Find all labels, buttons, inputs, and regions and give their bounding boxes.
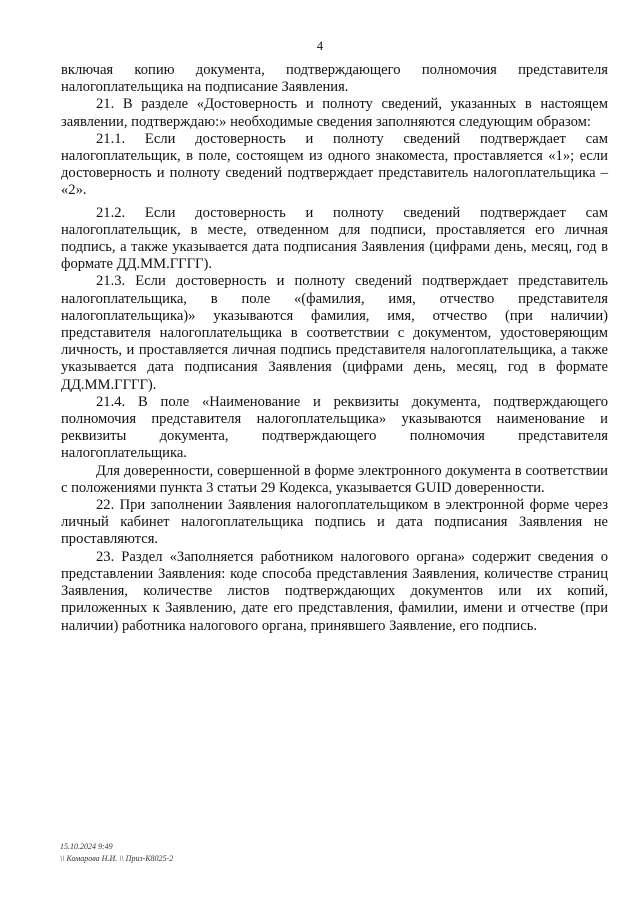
print-timestamp: 15.10.2024 9:49 <box>60 842 113 851</box>
document-body <box>61 62 608 635</box>
paragraph-23: 23. Раздел «Заполняется работником налогового органа» содержит сведения о представлении Заявления: коде способа представления Заявления, количестве страниц Заявления, количестве листов подтверждающих документов или их копий, приложенных к Заявлению, дате его представления, фамилии, имени и отчестве (при наличии) работника налогового органа, принявшего Заявление, его подпись. <box>61 548 608 634</box>
paragraph-21-2: 21.2. Если достоверность и полноту сведений подтверждает сам налогоплательщик, в месте, отведенном для подписи, проставляется его личная подпись, а также указывается дата подписания Заявления (цифрами день, месяц, год в формате ДД.ММ.ГГГГ). <box>61 204 608 273</box>
page-number: 4 <box>316 39 324 53</box>
paragraph-20-continuation: включая копию документа, подтверждающего полномочия представителя налогоплательщика на подписание Заявления. <box>61 62 608 96</box>
paragraph-guid-note: Для доверенности, совершенной в форме электронного документа в соответствии с положениями пункта 3 статьи 29 Кодекса, указывается GUID доверенности. <box>61 462 608 496</box>
paragraph-21-4: 21.4. В поле «Наименование и реквизиты документа, подтверждающего полномочия представителя налогоплательщика» указываются наименование и реквизиты документа, подтверждающего полномочия представителя налогоплательщика. <box>61 393 608 462</box>
paragraph-21-3: 21.3. Если достоверность и полноту сведений подтверждает представитель налогоплательщика, в поле «(фамилия, имя, отчество представителя налогоплательщика)» указываются фамилия, имя, отчество (при наличии) представителя налогоплательщика в соответствии с документом, удостоверяющим личность, и проставляется личная подпись представителя налогоплательщика, а также указывается дата подписания Заявления (цифрами день, месяц, год в формате ДД.ММ.ГГГГ). <box>61 273 608 393</box>
print-footer <box>60 841 173 865</box>
paragraph-22: 22. При заполнении Заявления налогоплательщиком в электронной форме через личный кабинет налогоплательщика подпись и дата подписания Заявления не проставляются. <box>61 497 608 548</box>
paragraph-21-1: 21.1. Если достоверность и полноту сведений подтверждает сам налогоплательщик, в поле, состоящем из одного знакоместа, проставляется «1»; если достоверность и полноту сведений подтверждает представитель налогоплательщика – «2». <box>61 130 608 199</box>
paragraph-21: 21. В разделе «Достоверность и полноту сведений, указанных в настоящем заявлении, подтверждаю:» необходимые сведения заполняются следующим образом: <box>61 96 608 130</box>
print-path: \\ Комарова Н.И. \\ Приз-К8025-2 <box>60 854 174 863</box>
